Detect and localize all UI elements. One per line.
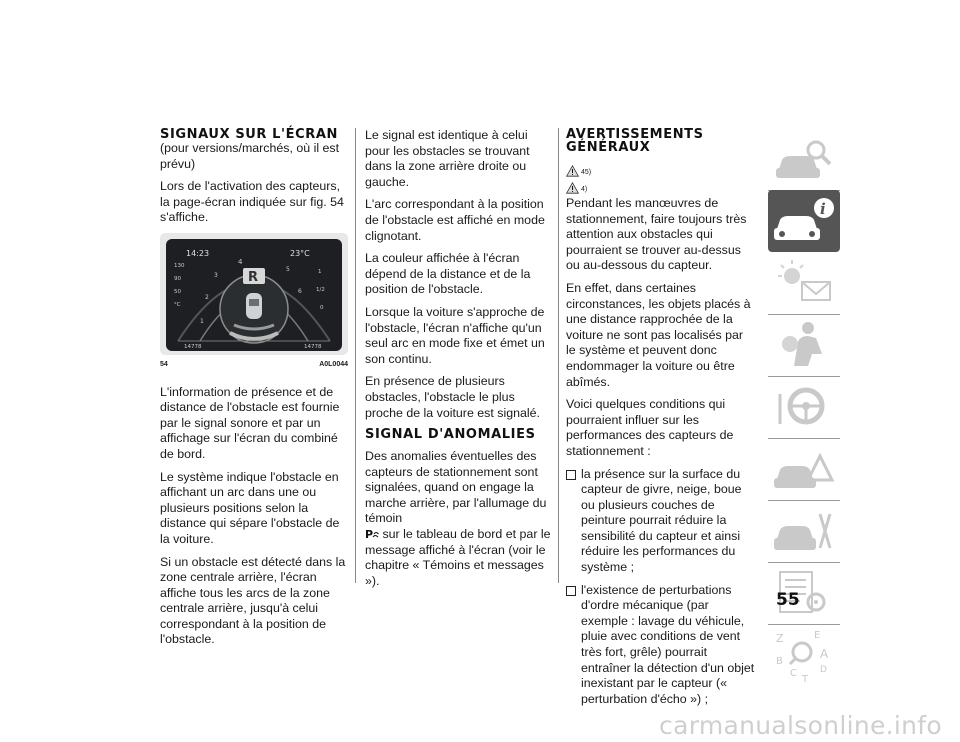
svg-text:1/2: 1/2 [316,286,325,293]
figure-54-dashboard-display [160,233,348,355]
instrument-cluster-illustration [160,233,348,355]
warning-reference: 45) [566,162,756,177]
checkbox-bullet-icon [566,470,576,480]
warning-light-envelope-icon [768,252,840,314]
parking-sensor-warning-icon [365,528,379,540]
section-subheading: (pour versions/marchés, où il est prévu) [160,141,340,171]
temperature-readout: 23°C [290,248,310,258]
figure-caption [160,357,348,373]
tab-maintenance[interactable] [768,500,840,563]
page-number: 55 [776,590,800,610]
svg-text:130: 130 [174,262,185,269]
paragraph: L'information de présence et de distance de l'obstacle est fournie par le signal sonore et par un affichage sur l'écran du combiné de bord. [160,384,340,461]
paragraph: Le signal est identique à celui pour les obstacles se trouvant dans la zone arrière droite ou gauche. [365,128,530,189]
tab-warning-lights[interactable] [768,252,840,315]
list-item: l'existence de perturbations d'ordre mécanique (par exemple : lavage du véhicule, pluie avec conditions de vent très fort, grêle) pourrait entraîner la détection d'un objet inexistant par le capteur (« perturbation d'écho ») ; [566,583,756,708]
svg-text:i: i [820,200,826,218]
steering-wheel-icon [768,376,840,438]
svg-text:3: 3 [214,271,218,279]
list-item: la présence sur la surface du capteur de givre, neige, boue ou plusieurs couches de peinture pourrait réduire la sensibilité du capteur et ainsi réduire les performances du système ; [566,467,756,576]
tab-safety[interactable] [768,314,840,377]
figure-number: 54 [160,360,168,368]
column-3 [566,128,756,714]
paragraph: Des anomalies éventuelles des capteurs de stationnement sont signalées, quand on engage la marche arrière, par l'allumage du témoin P sur le tableau de bord et par le message affiché à l'écran (voir le chapitre « Témoins et messages »). [365,449,551,588]
tab-info-current[interactable] [768,190,840,252]
svg-text:E: E [814,630,821,641]
paragraph: Pendant les manœuvres de stationnement, faire toujours très attention aux obstacles qui pourraient se trouver au-dessus ou au-dessous du capteur. [566,196,747,273]
checkbox-bullet-icon [566,586,576,596]
gear-indicator: R [248,269,259,285]
svg-text:2: 2 [205,293,209,301]
svg-text:1: 1 [318,268,322,275]
alphabet-index-icon [768,624,840,686]
tab-knowing-the-car[interactable] [768,128,840,191]
clock-readout: 14:23 [186,248,210,258]
paragraph: Lors de l'activation des capteurs, la page-écran indiquée sur fig. 54 s'affiche. [160,179,344,225]
odometer-right: 14778 [304,343,322,350]
tab-alphabetical-index[interactable] [768,624,840,686]
figure-code: A0L0044 [319,360,348,368]
paragraph: L'arc correspondant à la position de l'obstacle est affiché en mode clignotant. [365,197,545,243]
car-info-icon [768,190,840,252]
car-warning-triangle-icon [768,438,840,500]
section-heading-anomaly-signal: SIGNAL D'ANOMALIES [365,427,536,443]
column-divider [558,128,559,583]
svg-text:P: P [365,528,374,541]
svg-text:90: 90 [174,275,181,282]
section-heading-general-warnings: AVERTISSEMENTS GÉNÉRAUX [566,127,704,155]
warning-reference: 4) [566,179,756,194]
paragraph: Si un obstacle est détecté dans la zone centrale arrière, l'écran affiche tous les arcs de la zone centrale arrière, jusqu'à celui correspondant à la position de l'obstacle. [160,554,346,647]
svg-text:5: 5 [286,265,290,273]
svg-text:B: B [776,656,783,667]
svg-text:4: 4 [238,257,243,266]
paragraph: En présence de plusieurs obstacles, l'obstacle le plus proche de la voiture est signalé. [365,374,540,420]
svg-text:6: 6 [298,287,302,295]
car-tools-icon [768,500,840,562]
svg-text:Z: Z [776,632,784,645]
svg-text:°C: °C [174,301,181,308]
watermark [0,709,960,742]
paragraph: La couleur affichée à l'écran dépend de la distance et de la position de l'obstacle. [365,251,531,297]
svg-text:T: T [802,674,809,685]
section-heading-screen-signals: SIGNAUX SUR L'ÉCRAN [160,127,339,142]
paragraph: Voici quelques conditions qui pourraient influer sur les performances des capteurs de stationnement : [566,397,734,458]
svg-text:D: D [820,665,827,675]
column-1 [160,128,348,655]
paragraph: Le système indique l'obstacle en affichant un arc dans une ou plusieurs positions selon la distance qui sépare l'obstacle de la voiture. [160,469,340,546]
warning-triangle-icon [566,182,579,194]
column-divider [355,128,356,583]
paragraph: En effet, dans certaines circonstances, les objets placés à une distance rapprochée de la voiture ne sont pas localisés par le système et peuvent donc endommager la voiture ou être abîmés. [566,280,751,389]
warning-triangle-icon [566,165,579,177]
car-magnifier-icon [768,128,840,190]
svg-text:0: 0 [320,304,324,311]
paragraph: Lorsque la voiture s'approche de l'obstacle, l'écran n'affiche qu'un seul arc en mode fixe et émet un son continu. [365,304,545,366]
svg-text:50: 50 [174,288,181,295]
svg-text:C: C [790,668,797,679]
odometer-left: 14778 [184,343,202,350]
svg-text:A: A [820,647,829,661]
svg-text:1: 1 [200,317,204,325]
tab-starting-driving[interactable] [768,376,840,439]
tab-emergency[interactable] [768,438,840,501]
airbag-person-icon [768,314,840,376]
column-2 [365,128,551,596]
watermark-text: carmanualsonline.info [659,711,942,740]
